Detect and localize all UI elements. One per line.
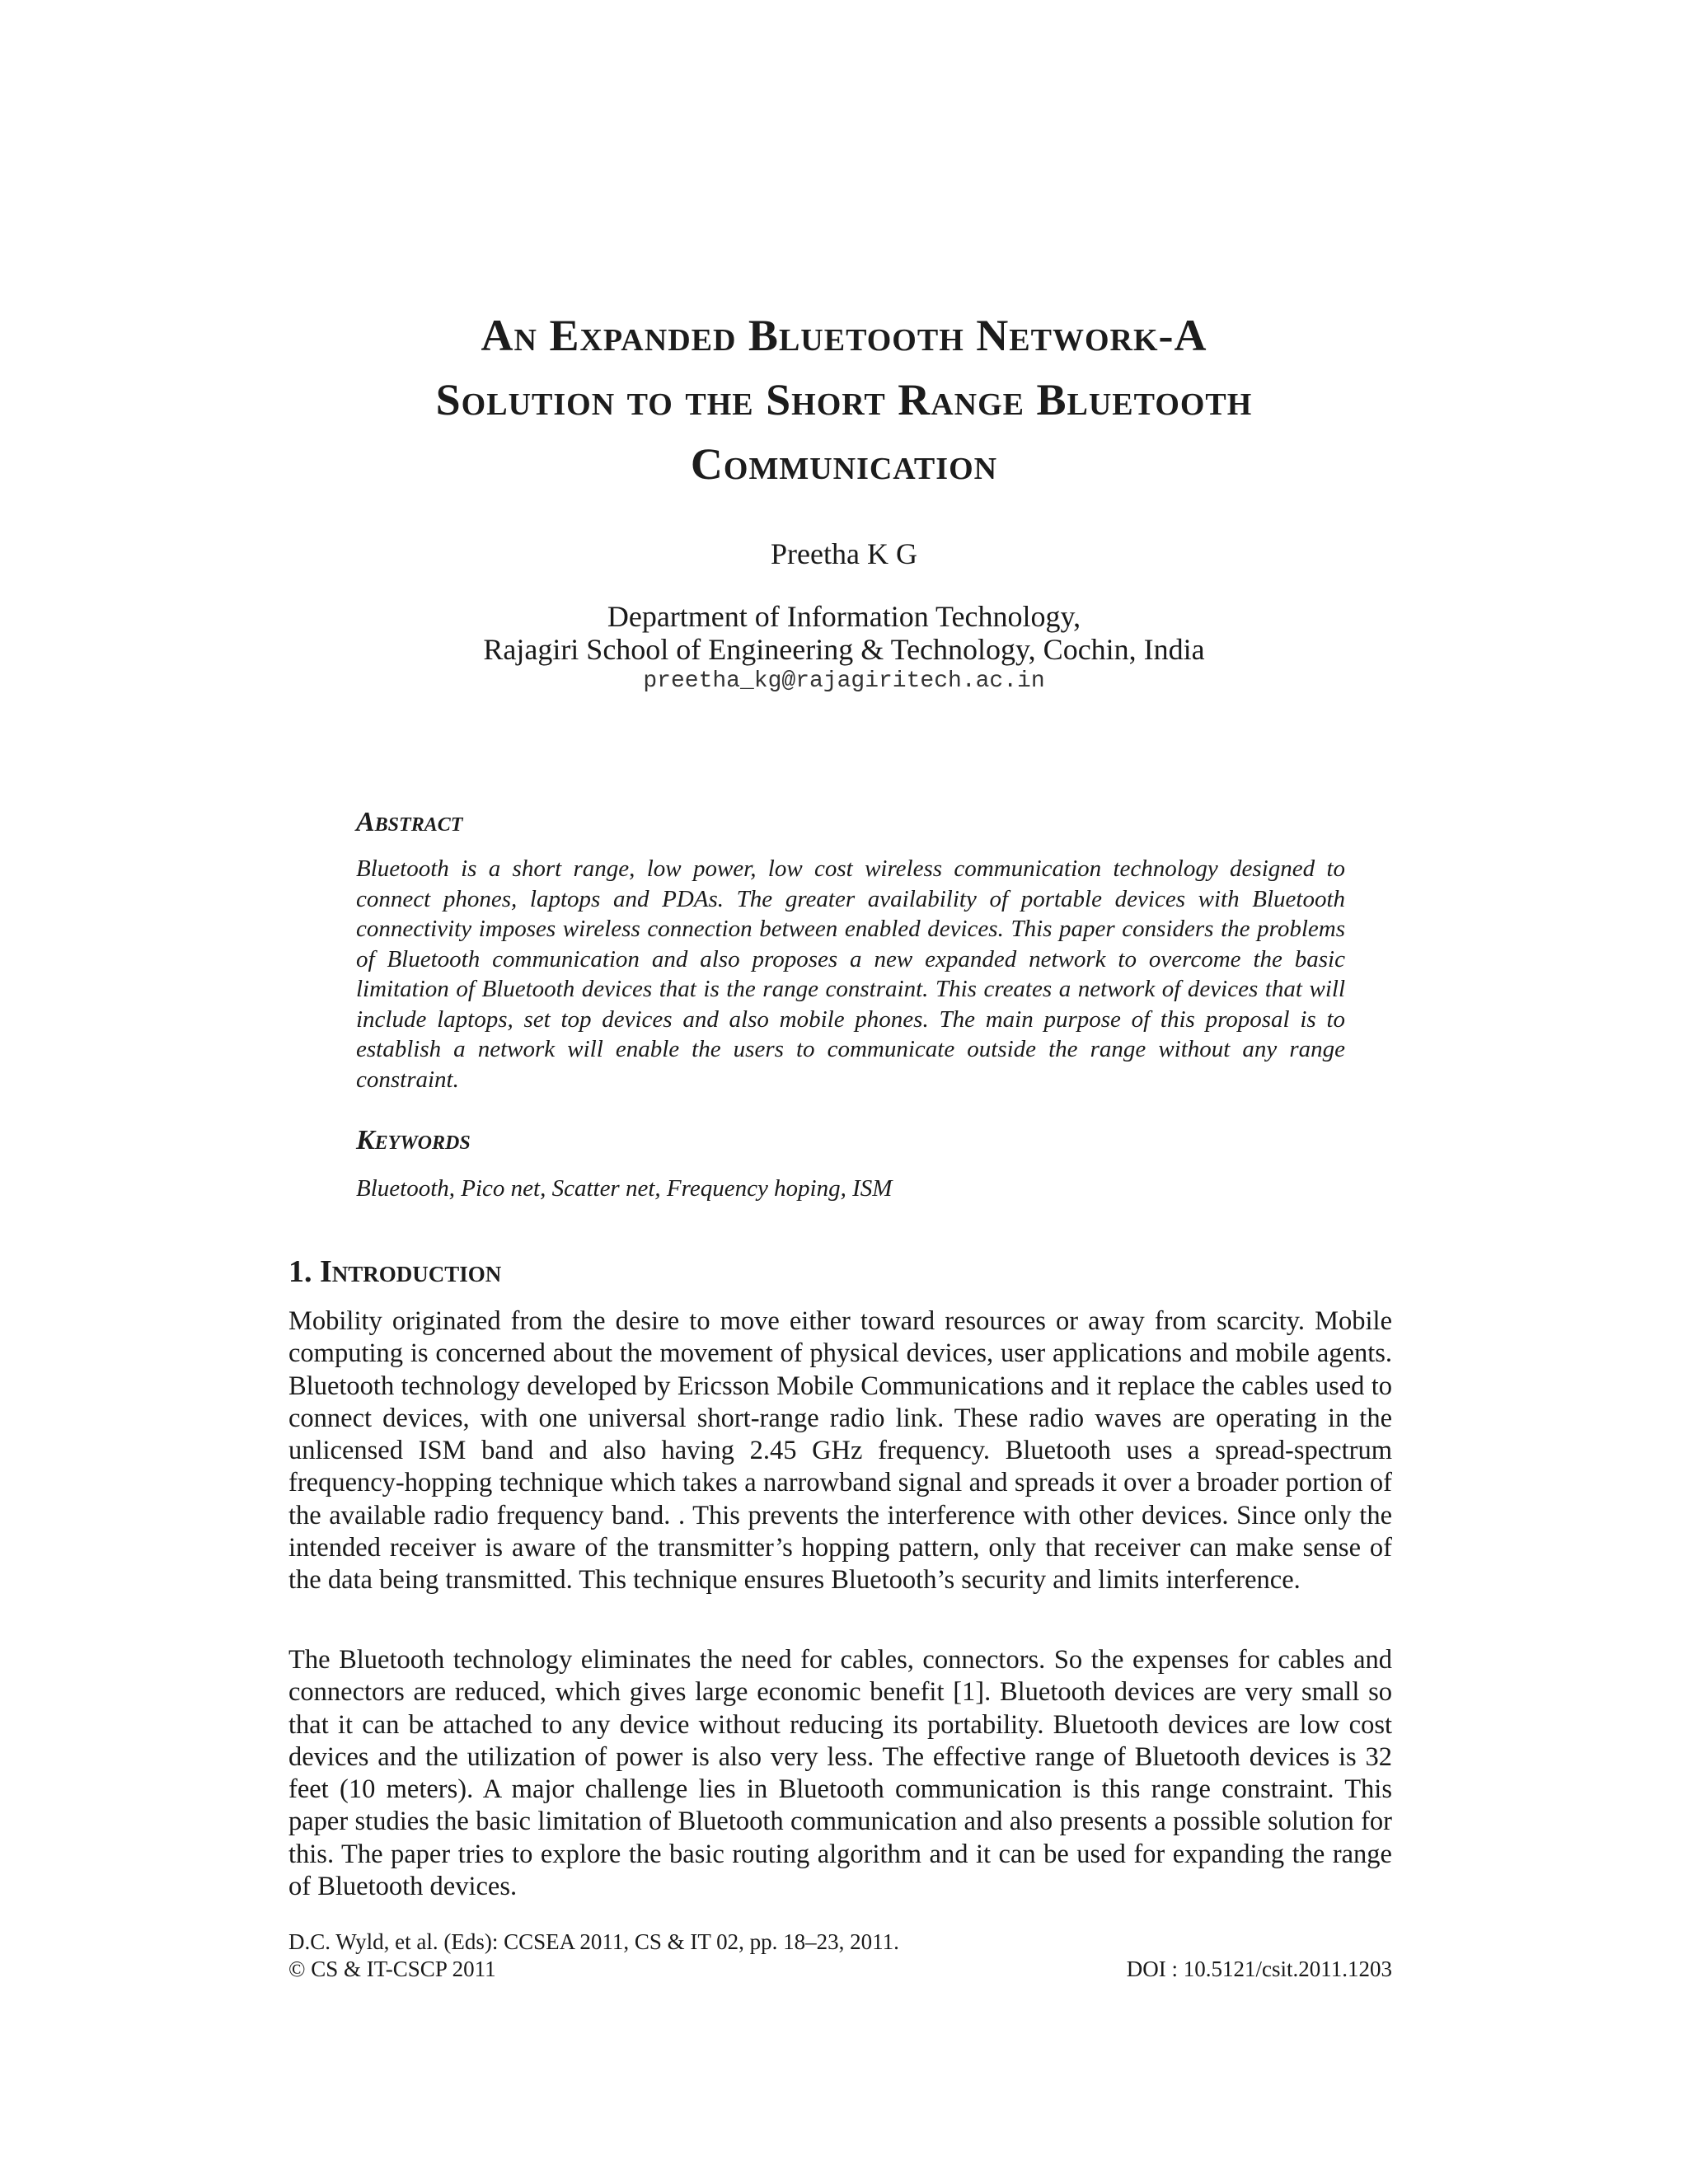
footer-doi[interactable]: DOI : 10.5121/csit.2011.1203 [1126,1957,1392,1981]
title-line-2: Solution to the Short Range Bluetooth [435,375,1253,424]
keywords-heading: Keywords [356,1125,471,1155]
intro-paragraph-1: Mobility originated from the desire to move either toward resources or away from scarcity. Mobile computing is concerned about the movement of physical devices, user applications and mobile agents. Bluetooth technology developed by Ericsson Mobile Communications and it replace the cables used to connect devices, with one universal short-range radio link. These radio waves are operating in the unlicensed ISM band and also having 2.45 GHz frequency. Bluetooth uses a spread-spectrum frequency-hopping technique which takes a narrowband signal and spreads it over a broader portion of the available radio frequency band. . This prevents the interference with other devices. Since only the intended receiver is aware of the transmitter’s hopping pattern, only that receiver can make sense of the data being transmitted. This technique ensures Bluetooth’s security and limits interference. [288,1306,1392,1596]
abstract-text: Bluetooth is a short range, low power, low cost wireless communication technology designed to connect phones, laptops and PDAs. The greater availability of portable devices with Bluetooth connectivity imposes wireless connection between enabled devices. This paper considers the problems of Bluetooth communication and also proposes a new expanded network to overcome the basic limitation of Bluetooth devices that is the range constraint. This creates a network of devices that will include laptops, set top devices and also mobile phones. The main purpose of this proposal is to establish a network will enable the users to communicate outside the range without any range constraint. [356,855,1345,1093]
introduction-heading [288,1253,501,1291]
department: Department of Information Technology, [607,600,1081,633]
footer-row [288,1956,1392,1983]
paper-title [0,303,1688,496]
section-number: 1. [288,1254,312,1289]
abstract-heading: Abstract [356,807,463,837]
author-email[interactable]: preetha_kg@rajagiritech.ac.in [643,668,1045,694]
section-title: Introduction [320,1254,502,1289]
institution: Rajagiri School of Engineering & Technology, Cochin, India [483,633,1205,666]
author-name: Preetha K G [771,537,917,570]
author-affiliation [0,600,1688,696]
title-line-1: An Expanded Bluetooth Network-A [481,311,1207,360]
page-footer [288,1929,1392,1983]
title-line-3: Communication [690,439,998,489]
footer-citation: D.C. Wyld, et al. (Eds): CCSEA 2011, CS & IT 02, pp. 18–23, 2011. [288,1929,899,1954]
intro-paragraph-2: The Bluetooth technology eliminates the need for cables, connectors. So the expenses for cables and connectors are reduced, which gives large economic benefit [1]. Bluetooth devices are very small so that it can be attached to any device without reducing its portability. Bluetooth devices are low cost devices and the utilization of power is also very less. The effective range of Bluetooth devices is 32 feet (10 meters). A major challenge lies in Bluetooth communication is this range constraint. This paper studies the basic limitation of Bluetooth communication and also presents a possible solution for this. The paper tries to explore the basic routing algorithm and it can be used for expanding the range of Bluetooth devices. [288,1645,1392,1902]
footer-copyright: © CS & IT-CSCP 2011 [288,1957,496,1981]
keywords-text: Bluetooth, Pico net, Scatter net, Frequency hoping, ISM [356,1175,893,1202]
